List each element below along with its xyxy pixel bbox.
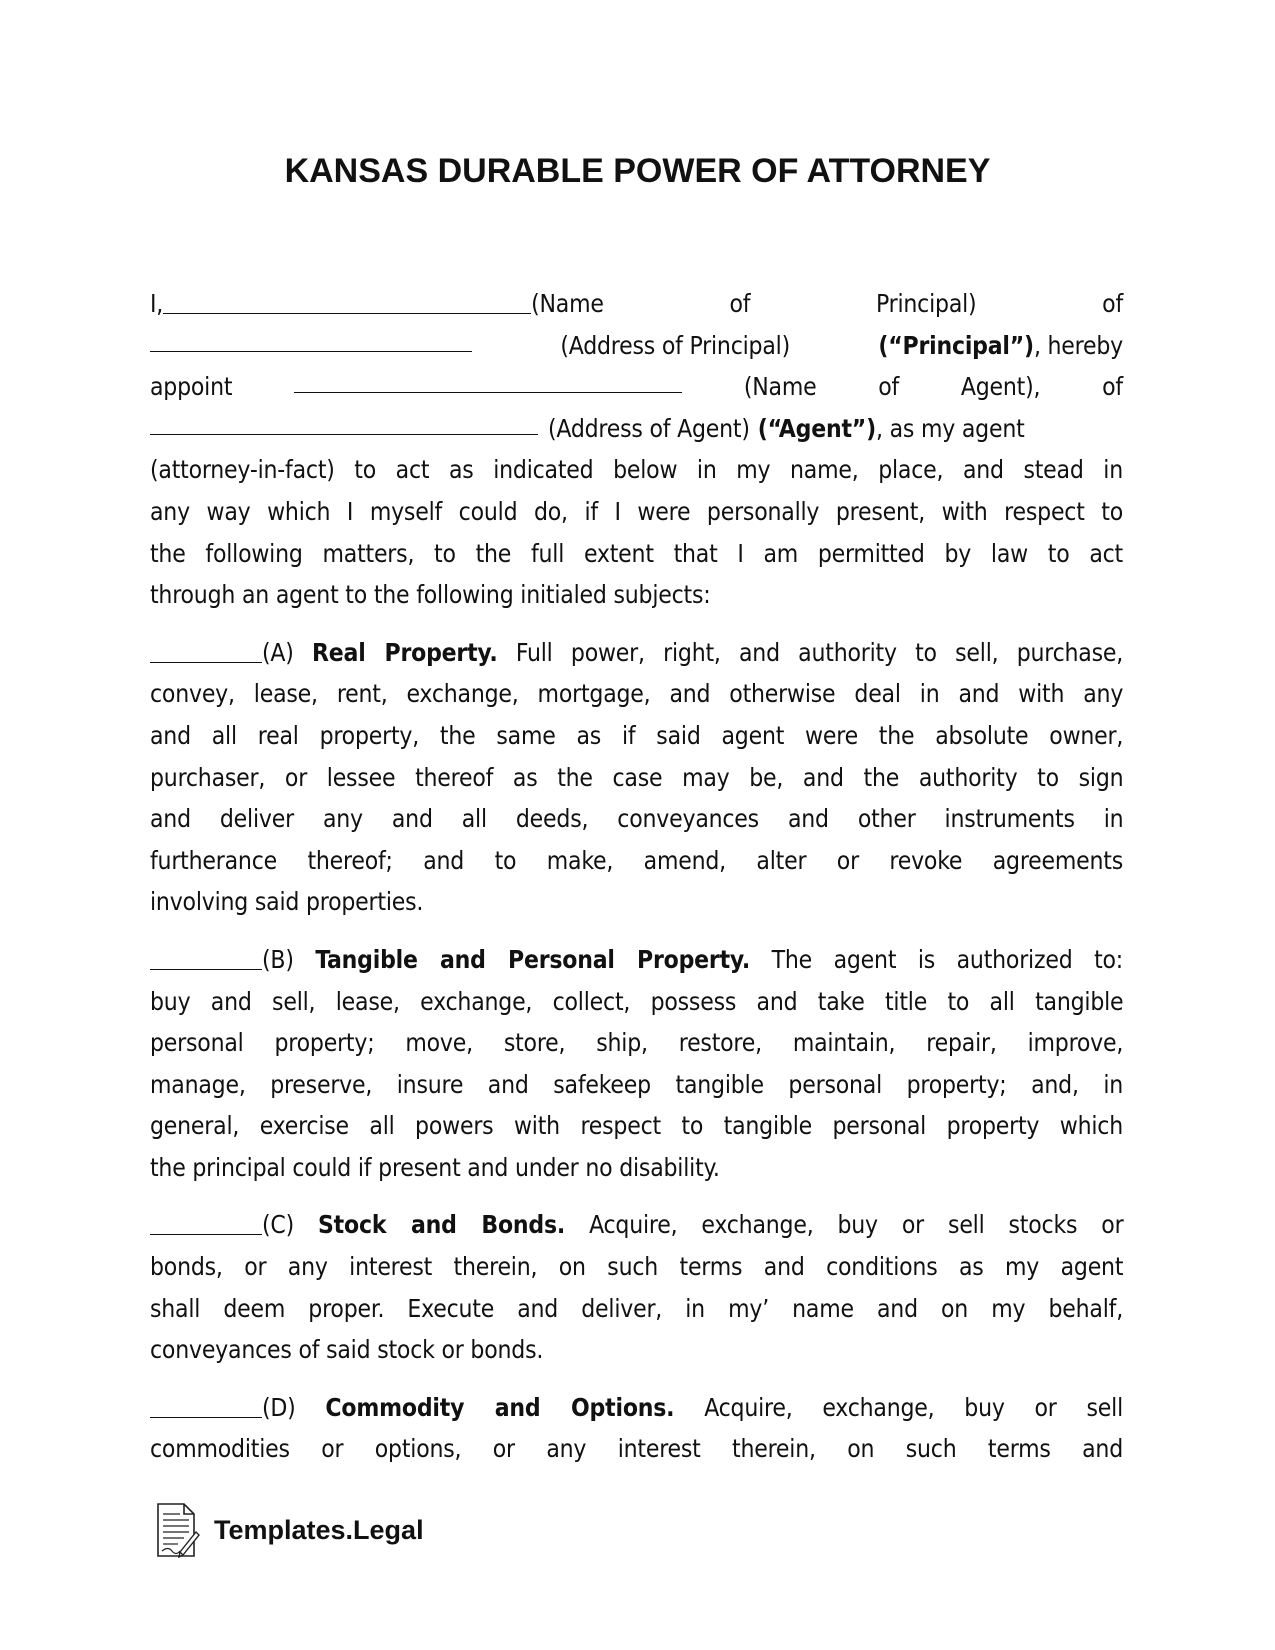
footer-branding	[154, 1500, 424, 1560]
section-a-line: involving said properties.	[150, 887, 424, 917]
intro-paragraph	[150, 283, 1123, 616]
section-a-line: and deliver any and all deeds, conveyances and other instruments in	[150, 804, 1124, 834]
intro-line-6: any way which I myself could do, if I were personally present, with respect to	[150, 496, 1123, 526]
section-b-line: manage, preserve, insure and safekeep tangible personal property; and, in	[150, 1069, 1124, 1099]
section-d-first-line: Acquire, exchange, buy or sell	[674, 1392, 1123, 1422]
section-a-letter: (A)	[262, 637, 294, 667]
section-b-line: general, exercise all powers with respect to tangible personal property which	[150, 1111, 1123, 1141]
intro-line-1	[150, 283, 1123, 325]
intro-name-agent-label: (Name	[743, 372, 817, 402]
section-d	[150, 1387, 1123, 1470]
initial-blank-b[interactable]	[150, 943, 262, 970]
document-title: KANSAS DURABLE POWER OF ATTORNEY	[284, 152, 991, 190]
section-a-line: purchaser, or lessee thereof as the case may be, and the authority to sign	[150, 762, 1124, 792]
section-c	[150, 1204, 1123, 1370]
intro-i: I,	[150, 289, 164, 318]
section-c-first-line: Acquire, exchange, buy or sell stocks or	[565, 1210, 1124, 1240]
section-c-line: bonds, or any interest therein, on such terms and conditions as my agent	[150, 1252, 1124, 1282]
initial-blank-d[interactable]	[150, 1391, 262, 1418]
intro-agent-label: Agent),	[960, 372, 1041, 402]
intro-of-2: of	[1102, 289, 1123, 318]
agent-defined-term: (“Agent”)	[757, 413, 876, 443]
section-c-line: conveyances of said stock or bonds.	[150, 1335, 544, 1365]
section-d-heading: Commodity and Options.	[325, 1392, 675, 1422]
intro-address-agent-label: (Address of Agent)	[548, 413, 750, 443]
intro-line-3	[150, 366, 1123, 408]
section-a-line: furtherance thereof; and to make, amend, alter or revoke agreements	[150, 845, 1124, 875]
intro-of-1: of	[729, 289, 751, 318]
section-b-first-line: The agent is authorized to:	[750, 944, 1124, 974]
principal-name-blank[interactable]	[163, 287, 531, 314]
intro-appoint: appoint	[150, 372, 233, 402]
principal-defined-term: (“Principal”)	[878, 330, 1034, 360]
initial-blank-a[interactable]	[150, 636, 262, 663]
agent-name-blank[interactable]	[294, 366, 682, 393]
intro-line-5: (attorney-in-fact) to act as indicated below in my name, place, and stead in	[150, 455, 1123, 485]
intro-line-4	[150, 408, 1123, 450]
section-d-line: commodities or options, or any interest therein, on such terms and	[150, 1434, 1123, 1464]
section-a	[150, 632, 1123, 923]
section-b-line: personal property; move, store, ship, restore, maintain, repair, improve,	[150, 1028, 1124, 1058]
document-pen-icon	[154, 1502, 200, 1558]
section-b-heading: Tangible and Personal Property.	[315, 944, 751, 974]
section-a-heading: Real Property.	[312, 637, 498, 667]
brand-name: Templates.Legal	[214, 1514, 424, 1545]
section-c-letter: (C)	[262, 1210, 294, 1240]
intro-name-label: (Name	[531, 289, 604, 318]
intro-of-4: of	[1102, 372, 1123, 402]
agent-address-blank[interactable]	[150, 408, 538, 435]
section-b-line: the principal could if present and under no disability.	[150, 1152, 720, 1182]
principal-address-blank[interactable]	[150, 325, 472, 352]
intro-line-7: the following matters, to the full extent that I am permitted by law to act	[150, 538, 1123, 568]
section-b-line: buy and sell, lease, exchange, collect, possess and take title to all tangible	[150, 986, 1124, 1016]
initial-blank-c[interactable]	[150, 1208, 262, 1235]
intro-address-principal-label: (Address of Principal)	[560, 330, 790, 360]
section-c-heading: Stock and Bonds.	[318, 1210, 566, 1240]
section-c-line: shall deem proper. Execute and deliver, in my’ name and on my behalf,	[150, 1293, 1123, 1323]
intro-line-2	[150, 325, 1123, 367]
intro-as-my-agent: , as my agent	[875, 413, 1025, 443]
intro-principal-label: Principal)	[875, 289, 977, 318]
section-b-letter: (B)	[262, 944, 294, 974]
section-a-line: and all real property, the same as if said agent were the absolute owner,	[150, 720, 1124, 750]
document-body	[150, 283, 1123, 1486]
section-b	[150, 939, 1123, 1189]
section-d-letter: (D)	[262, 1392, 296, 1422]
intro-hereby: , hereby	[1033, 330, 1123, 360]
section-a-first-line: Full power, right, and authority to sell, purchase,	[497, 637, 1124, 667]
intro-of-3: of	[878, 372, 900, 402]
intro-line-8: through an agent to the following initialed subjects:	[150, 580, 711, 610]
section-a-line: convey, lease, rent, exchange, mortgage, and otherwise deal in and with any	[150, 679, 1124, 709]
